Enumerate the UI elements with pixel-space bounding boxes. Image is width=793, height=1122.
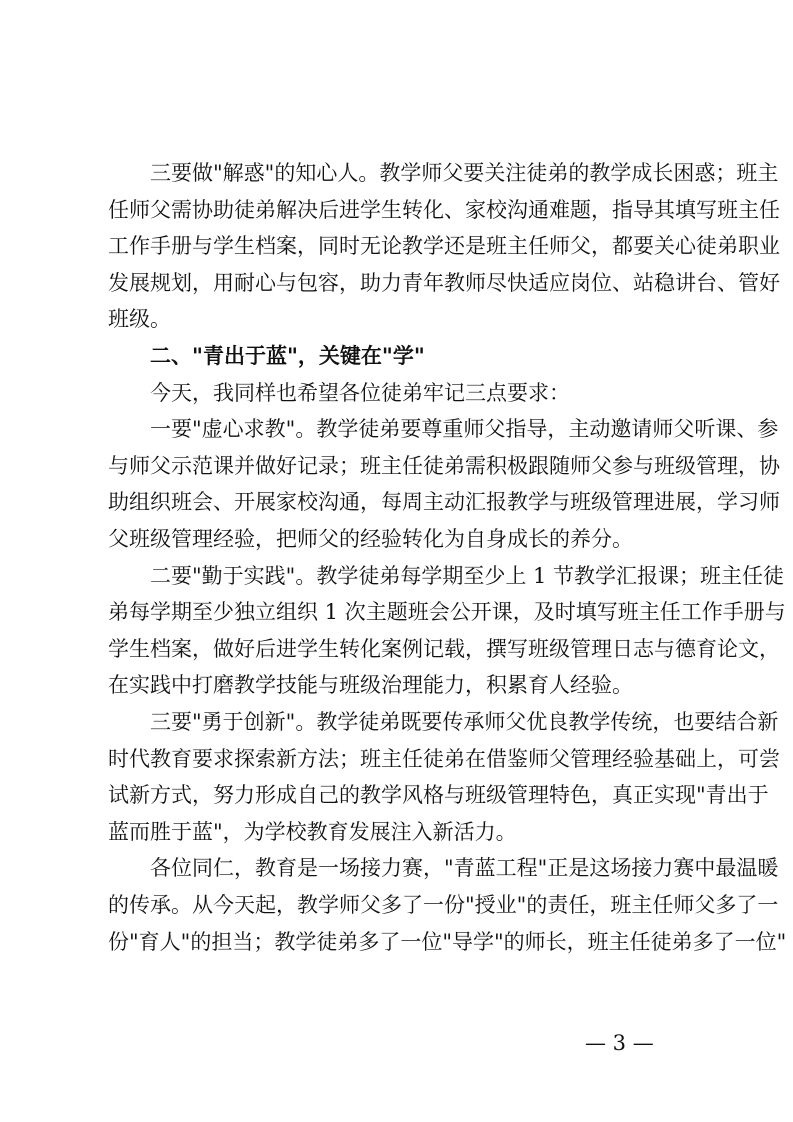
- paragraph-line: 一要"虚心求教"。教学徒弟要尊重师父指导，主动邀请师父听课、参: [150, 417, 779, 442]
- paragraph-line: 试新方式，努力形成自己的教学风格与班级管理特色，真正实现"青出于: [108, 783, 769, 808]
- paragraph-line: 蓝而胜于蓝"，为学校教育发展注入新活力。: [108, 819, 517, 844]
- paragraph-line: 班级。: [108, 307, 171, 332]
- paragraph-line: 任师父需协助徒弟解决后进学生转化、家校沟通难题，指导其填写班主任: [108, 197, 780, 222]
- paragraph-line: 份"育人"的担当；教学徒弟多了一位"导学"的师长，班主任徒弟多了一位": [108, 929, 787, 954]
- paragraph-line: 在实践中打磨教学技能与班级治理能力，积累育人经验。: [108, 673, 633, 698]
- paragraph-line: 与师父示范课并做好记录；班主任徒弟需积极跟随师父参与班级管理，协: [108, 453, 780, 478]
- section-heading: 二、"青出于蓝"，关键在"学": [150, 344, 425, 368]
- paragraph-line: 今天，我同样也希望各位徒弟牢记三点要求：: [150, 380, 570, 405]
- paragraph-line: 发展规划，用耐心与包容，助力青年教师尽快适应岗位、站稳讲台、管好: [108, 270, 780, 295]
- page-number: — 3 —: [585, 1031, 654, 1055]
- paragraph-line: 三要"勇于创新"。教学徒弟既要传承师父优良教学传统，也要结合新: [150, 710, 779, 734]
- paragraph-line: 的传承。从今天起，教学师父多了一份"授业"的责任，班主任师父多了一: [108, 893, 779, 917]
- paragraph-line: 助组织班会、开展家校沟通，每周主动汇报教学与班级管理进展，学习师: [108, 490, 780, 515]
- paragraph-line: 三要做"解惑"的知心人。教学师父要关注徒弟的教学成长困惑；班主: [150, 161, 779, 185]
- paragraph-line: 时代教育要求探索新方法；班主任徒弟在借鉴师父管理经验基础上，可尝: [108, 746, 780, 771]
- paragraph-line: 工作手册与学生档案，同时无论教学还是班主任师父，都要关心徒弟职业: [108, 234, 780, 259]
- paragraph-line: 二要"勤于实践"。教学徒弟每学期至少上 1 节教学汇报课；班主任徒: [150, 563, 785, 588]
- paragraph-line: 父班级管理经验，把师父的经验转化为自身成长的养分。: [108, 527, 633, 551]
- paragraph-line: 学生档案，做好后进学生转化案例记载，撰写班级管理日志与德育论文，: [108, 636, 780, 661]
- paragraph-line: 各位同仁，教育是一场接力赛，"青蓝工程"正是这场接力赛中最温暖: [150, 856, 779, 881]
- paragraph-line: 弟每学期至少独立组织 1 次主题班会公开课，及时填写班主任工作手册与: [108, 600, 786, 625]
